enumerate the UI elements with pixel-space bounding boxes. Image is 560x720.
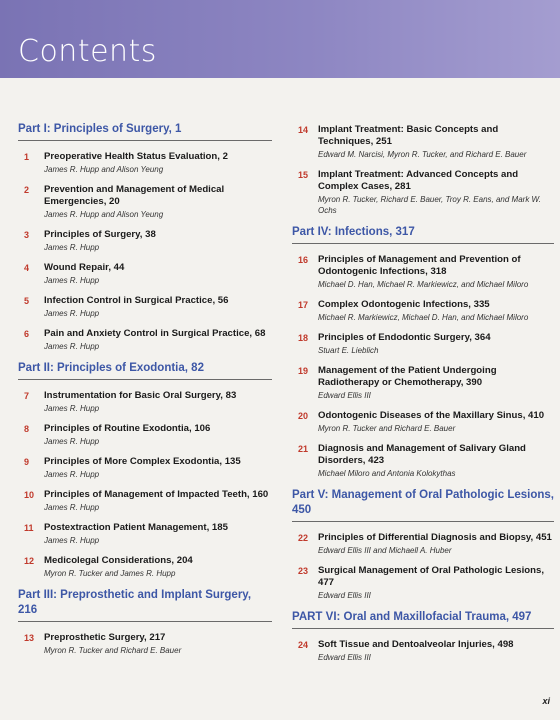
chapter-authors: James R. Hupp and Alison Yeung — [44, 165, 164, 174]
chapter-title: Preprosthetic Surgery, 217 — [44, 632, 166, 643]
chapter-title: Principles of Management of Impacted Teeth, 160 — [44, 489, 269, 500]
chapter-title: Principles of More Complex Exodontia, 135 — [44, 456, 241, 467]
chapter-authors: James R. Hupp — [44, 342, 100, 351]
chapter-entry — [18, 390, 272, 414]
chapter-number: 13 — [24, 633, 35, 643]
chapter-title: Diagnosis and Management of Salivary Gland Disorders, 423 — [318, 443, 526, 466]
chapter-authors: James R. Hupp and Alison Yeung — [44, 210, 164, 219]
chapter-authors: James R. Hupp — [44, 470, 100, 479]
chapter-title: Principles of Routine Exodontia, 106 — [44, 423, 211, 434]
chapter-number: 9 — [24, 457, 30, 467]
chapter-authors: Edward Ellis III — [318, 591, 371, 600]
chapter-entry — [18, 555, 272, 579]
chapter-title: Soft Tissue and Dentoalveolar Injuries, 498 — [318, 639, 514, 650]
chapter-authors: James R. Hupp — [44, 243, 100, 252]
chapter-entry — [18, 151, 272, 175]
chapter-number: 6 — [24, 329, 30, 339]
chapter-authors: Michael D. Han, Michael R. Markiewicz, and Michael Miloro — [318, 280, 529, 289]
chapter-entry — [18, 423, 272, 447]
chapter-title: Principles of Differential Diagnosis and Biopsy, 451 — [318, 532, 552, 543]
chapter-authors: James R. Hupp — [44, 536, 100, 545]
chapter-number: 22 — [298, 533, 309, 543]
chapter-entry — [292, 443, 554, 479]
chapter-number: 18 — [298, 333, 309, 343]
chapter-authors: James R. Hupp — [44, 309, 100, 318]
part-heading: Part V: Management of Oral Pathologic Lesions, 450 — [292, 488, 554, 522]
chapter-title: Odontogenic Diseases of the Maxillary Sinus, 410 — [318, 410, 545, 421]
chapter-number: 4 — [24, 263, 30, 273]
chapter-number: 23 — [298, 566, 309, 576]
chapter-number: 3 — [24, 230, 30, 240]
chapter-number: 14 — [298, 125, 309, 135]
chapter-number: 8 — [24, 424, 30, 434]
chapter-entry — [18, 262, 272, 286]
chapter-authors: Myron R. Tucker and James R. Hupp — [44, 569, 176, 578]
chapter-entry — [292, 332, 554, 356]
part-heading: Part II: Principles of Exodontia, 82 — [18, 361, 272, 380]
chapter-title: Infection Control in Surgical Practice, 56 — [44, 295, 229, 306]
chapter-authors: James R. Hupp — [44, 437, 100, 446]
chapter-entry — [18, 489, 272, 513]
chapter-title: Postextraction Patient Management, 185 — [44, 522, 228, 533]
chapter-authors: James R. Hupp — [44, 503, 100, 512]
chapter-authors: Myron R. Tucker and Richard E. Bauer — [318, 424, 456, 433]
chapter-number: 2 — [24, 185, 30, 195]
chapter-number: 1 — [24, 152, 30, 162]
toc-right-column — [292, 124, 554, 672]
chapter-entry — [18, 328, 272, 352]
chapter-title: Management of the Patient Undergoing Radiotherapy or Chemotherapy, 390 — [318, 365, 497, 388]
page-title: Contents — [18, 34, 157, 69]
chapter-entry — [18, 229, 272, 253]
chapter-entry — [292, 299, 554, 323]
chapter-title: Implant Treatment: Basic Concepts and Techniques, 251 — [318, 124, 499, 147]
chapter-entry — [18, 184, 272, 220]
chapter-entry — [292, 639, 554, 663]
chapter-authors: James R. Hupp — [44, 404, 100, 413]
chapter-title: Complex Odontogenic Infections, 335 — [318, 299, 490, 310]
chapter-number: 5 — [24, 296, 30, 306]
chapter-authors: Edward M. Narcisi, Myron R. Tucker, and Richard E. Bauer — [318, 150, 527, 159]
chapter-number: 11 — [24, 523, 34, 533]
contents-header — [0, 0, 560, 78]
chapter-authors: Edward Ellis III — [318, 391, 371, 400]
chapter-title: Preoperative Health Status Evaluation, 2 — [44, 151, 228, 162]
chapter-entry — [292, 532, 554, 556]
chapter-authors: Edward Ellis III — [318, 653, 371, 662]
chapter-number: 7 — [24, 391, 30, 401]
chapter-number: 17 — [298, 300, 309, 310]
part-heading: Part III: Preprosthetic and Implant Surgery, 216 — [18, 588, 272, 622]
chapter-authors: Edward Ellis III and Michaell A. Huber — [318, 546, 452, 555]
chapter-title: Surgical Management of Oral Pathologic Lesions, 477 — [318, 565, 545, 588]
chapter-authors: Myron R. Tucker, Richard E. Bauer, Troy R. Eans, and Mark W. Ochs — [318, 195, 542, 215]
chapter-title: Medicolegal Considerations, 204 — [44, 555, 193, 566]
toc-left-column — [18, 122, 272, 665]
chapter-number: 24 — [298, 640, 309, 650]
chapter-title: Pain and Anxiety Control in Surgical Practice, 68 — [44, 328, 266, 339]
chapter-entry — [18, 632, 272, 656]
part-heading: Part IV: Infections, 317 — [292, 225, 554, 244]
chapter-entry — [292, 169, 554, 216]
chapter-number: 10 — [24, 490, 35, 500]
chapter-number: 12 — [24, 556, 35, 566]
chapter-entry — [292, 410, 554, 434]
chapter-entry — [292, 565, 554, 601]
chapter-authors: Myron R. Tucker and Richard E. Bauer — [44, 646, 182, 655]
chapter-authors: Michael R. Markiewicz, Michael D. Han, and Michael Miloro — [318, 313, 529, 322]
chapter-title: Principles of Surgery, 38 — [44, 229, 156, 240]
chapter-title: Implant Treatment: Advanced Concepts and Complex Cases, 281 — [318, 169, 519, 192]
chapter-title: Principles of Endodontic Surgery, 364 — [318, 332, 491, 343]
chapter-authors: James R. Hupp — [44, 276, 100, 285]
chapter-title: Wound Repair, 44 — [44, 262, 125, 273]
chapter-number: 15 — [298, 170, 309, 180]
chapter-entry — [18, 456, 272, 480]
page-number: xi — [542, 696, 550, 706]
part-heading: Part I: Principles of Surgery, 1 — [18, 122, 272, 141]
chapter-number: 19 — [298, 366, 309, 376]
chapter-number: 16 — [298, 255, 309, 265]
chapter-entry — [292, 124, 554, 160]
chapter-number: 20 — [298, 411, 309, 421]
chapter-title: Instrumentation for Basic Oral Surgery, 83 — [44, 390, 237, 401]
chapter-title: Prevention and Management of Medical Emergencies, 20 — [44, 184, 225, 207]
chapter-entry — [292, 365, 554, 401]
chapter-entry — [18, 295, 272, 319]
chapter-title: Principles of Management and Prevention of Odontogenic Infections, 318 — [318, 254, 521, 277]
chapter-entry — [18, 522, 272, 546]
chapter-entry — [292, 254, 554, 290]
chapter-authors: Michael Miloro and Antonia Kolokythas — [318, 469, 456, 478]
chapter-authors: Stuart E. Lieblich — [318, 346, 379, 355]
chapter-number: 21 — [298, 444, 309, 454]
part-heading: PART VI: Oral and Maxillofacial Trauma, 497 — [292, 610, 554, 629]
